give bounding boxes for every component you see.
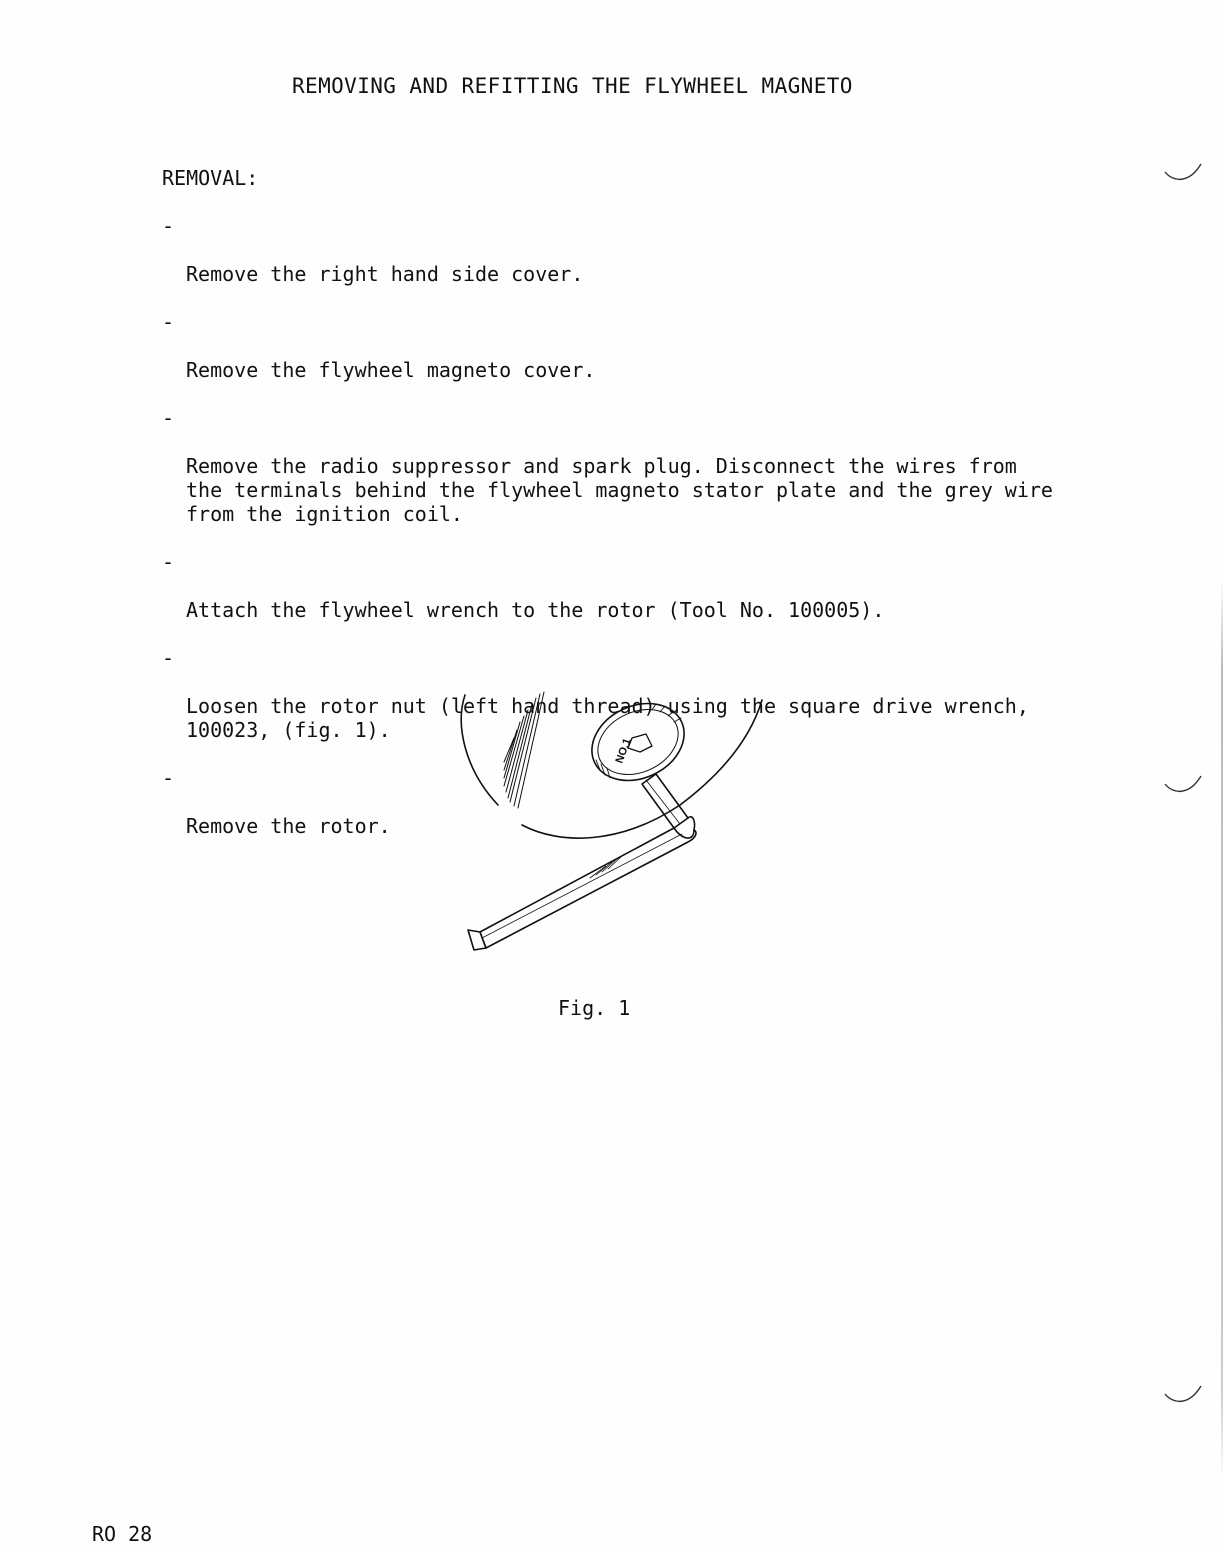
figure-caption: Fig. 1: [558, 996, 631, 1020]
section-heading-removal: REMOVAL:: [162, 166, 259, 190]
list-item: [162, 310, 1082, 382]
step-text: Remove the radio suppressor and spark plug. Disconnect the wires from the terminals behind the flywheel magneto stator plate and the grey wire from the ignition coil.: [186, 454, 1053, 526]
step-text: Loosen the rotor nut (left hand thread) using the square drive wrench, 100023, (fig. 1).: [186, 694, 1029, 742]
list-bullet: -: [162, 550, 175, 574]
step-text: Remove the flywheel magneto cover.: [186, 358, 596, 382]
list-bullet: -: [162, 310, 175, 334]
list-item: [162, 214, 1082, 286]
list-bullet: -: [162, 214, 175, 238]
step-text: Remove the right hand side cover.: [186, 262, 584, 286]
list-item: [162, 406, 1082, 526]
punch-hole-mark-icon: [1163, 770, 1203, 810]
list-item: [162, 550, 1082, 622]
list-bullet: -: [162, 646, 175, 670]
page-reference: RO 28: [92, 1522, 153, 1546]
step-text: Remove the rotor.: [186, 814, 391, 838]
page-title: REMOVING AND REFITTING THE FLYWHEEL MAGNETO: [292, 74, 853, 98]
list-bullet: -: [162, 766, 175, 790]
punch-hole-mark-icon: [1163, 1380, 1203, 1420]
rotor-lettering: NO.1: [613, 736, 634, 766]
scan-edge-line: [1221, 580, 1223, 1480]
step-text: Attach the flywheel wrench to the rotor (Tool No. 100005).: [186, 598, 885, 622]
flywheel-wrench-illustration: [450, 680, 780, 970]
hatching-left-icon: [504, 692, 544, 808]
list-bullet: -: [162, 406, 175, 430]
punch-hole-mark-icon: [1163, 158, 1203, 198]
